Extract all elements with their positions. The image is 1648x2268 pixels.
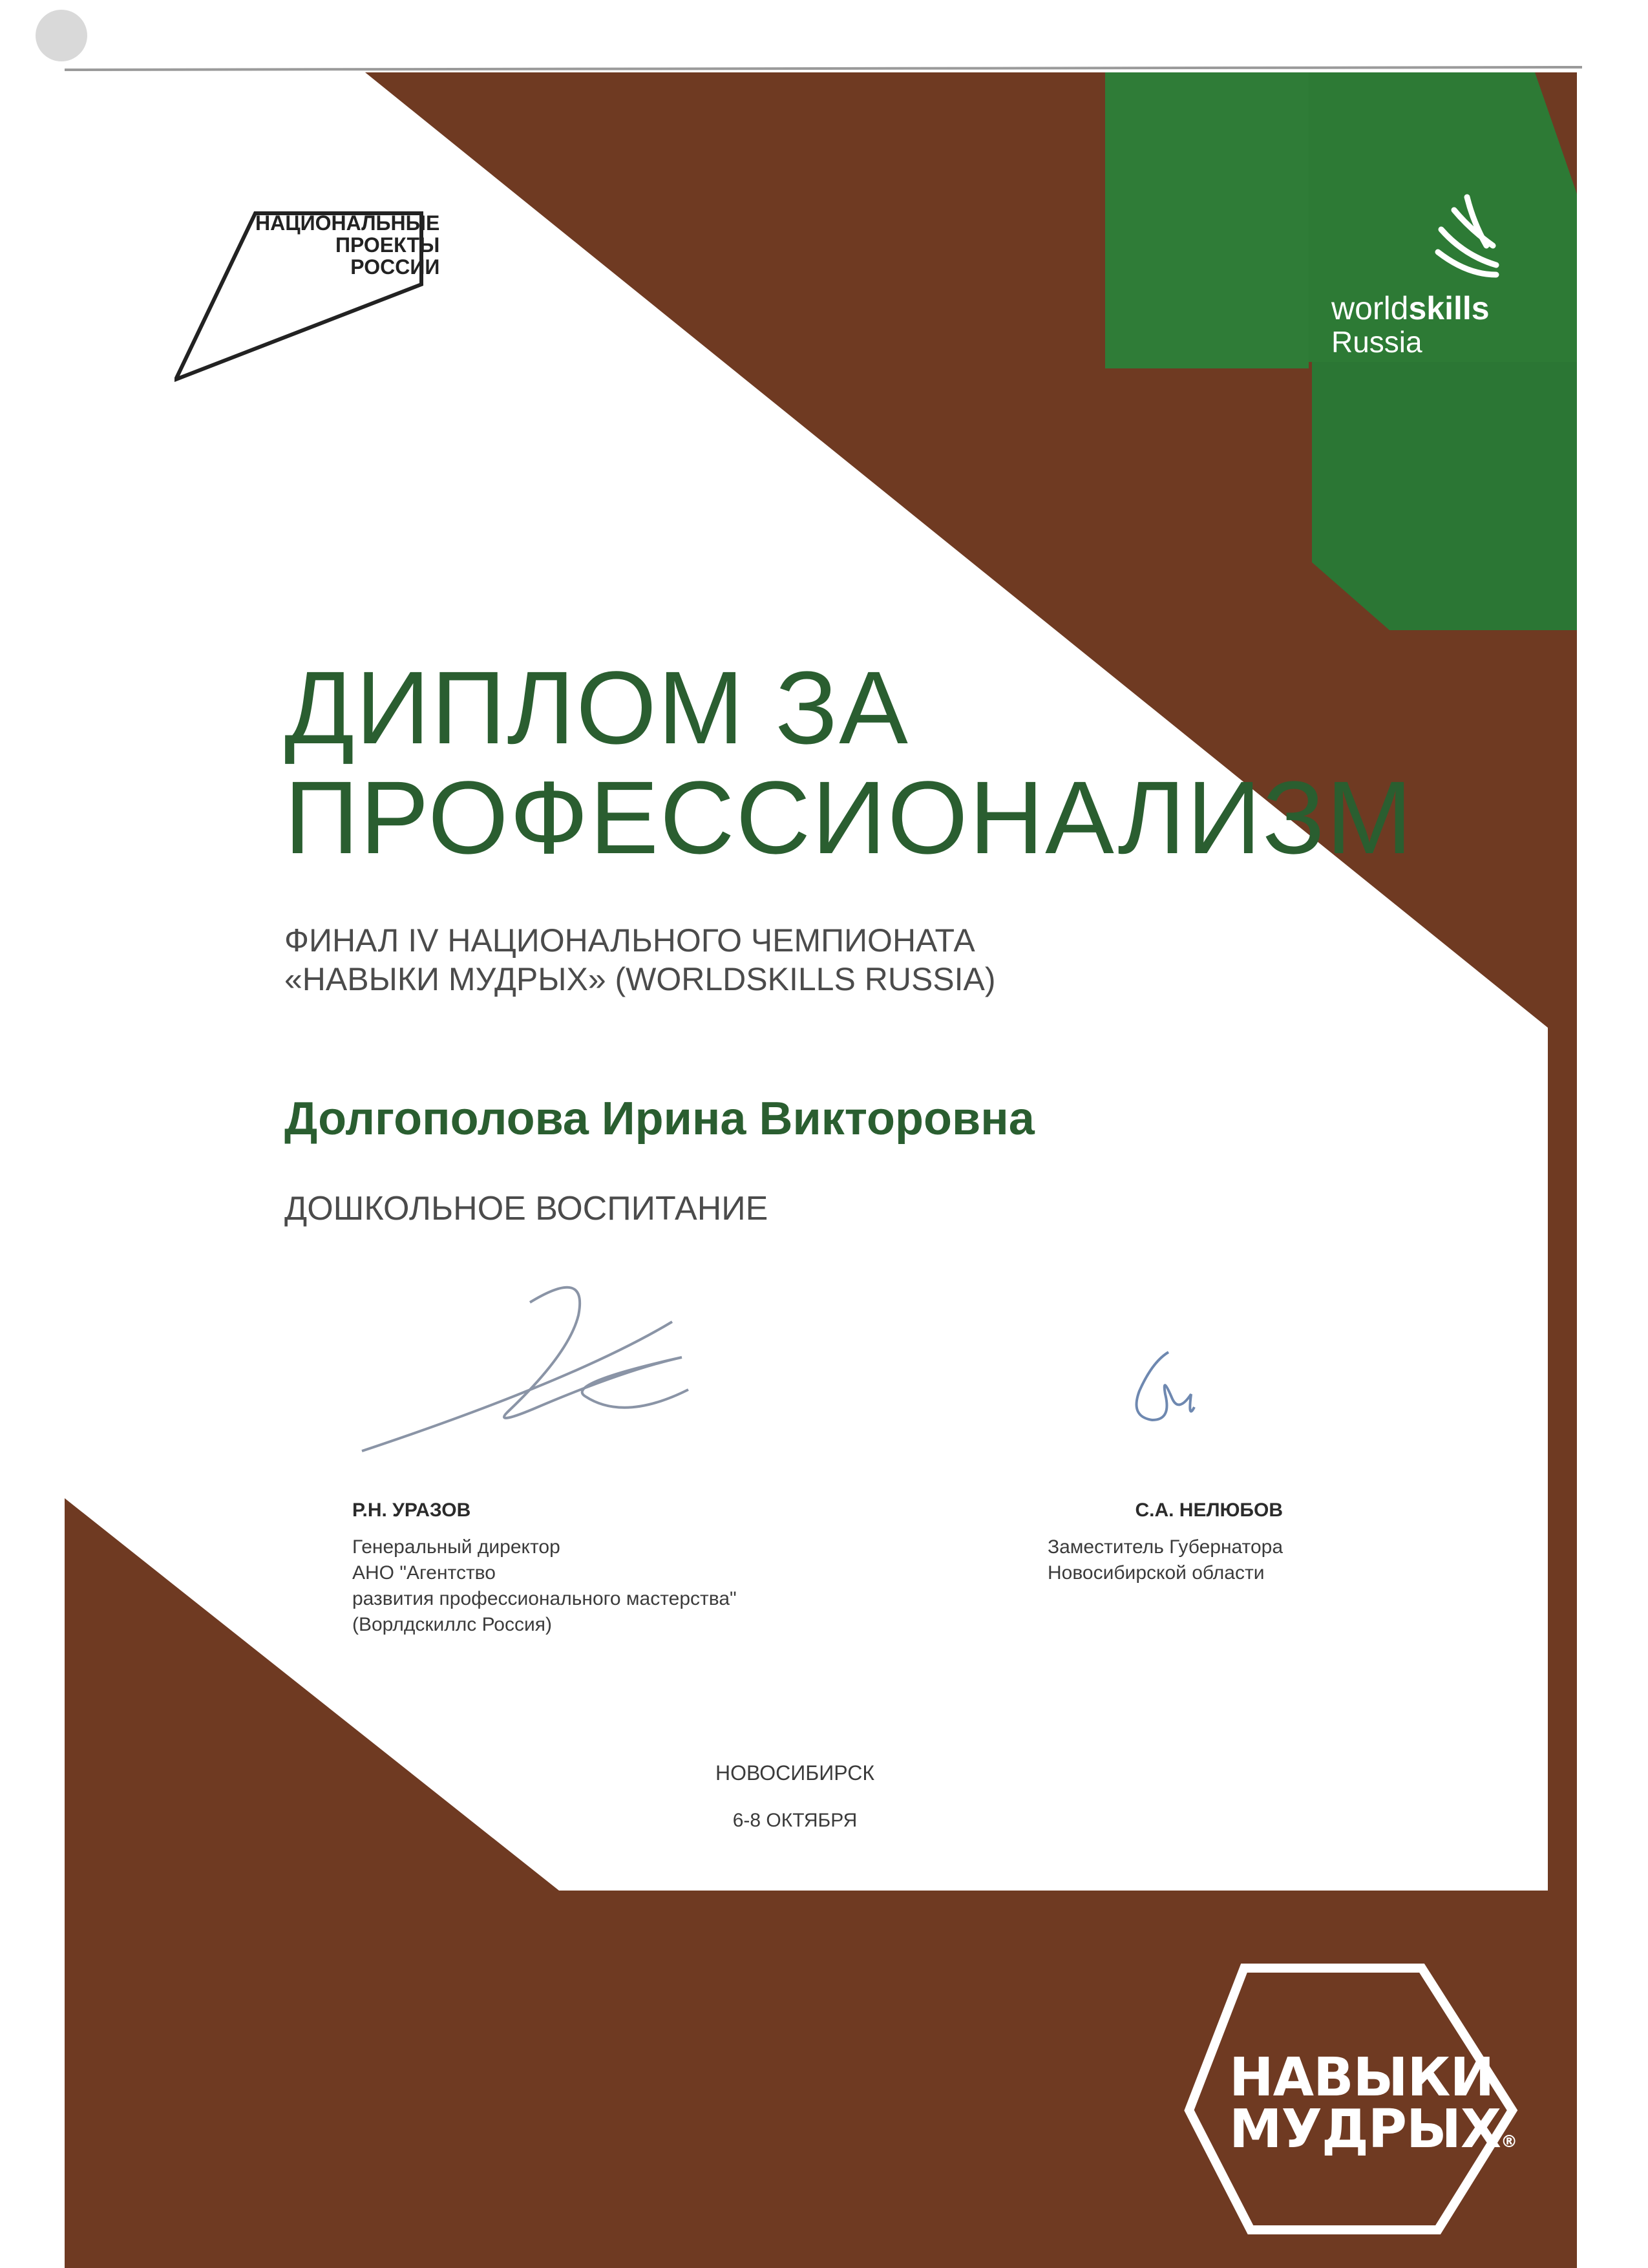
national-projects-line-1: НАЦИОНАЛЬНЫЕ [255,211,440,235]
national-projects-line-2: ПРОЕКТЫ [335,233,440,257]
green-square-small [1105,72,1309,368]
right-signatory-role-line-2: Новосибирской области [1047,1562,1265,1584]
left-signatory-role-line-1: Генеральный директор [352,1536,560,1558]
signature-right [1137,1352,1195,1420]
competency-name: ДОШКОЛЬНОЕ ВОСПИТАНИЕ [284,1190,768,1227]
national-projects-line-3: РОССИИ [350,255,440,279]
subtitle-line-2: «НАВЫКИ МУДРЫХ» (WORLDSKILLS RUSSIA) [284,961,996,997]
navyki-mudrykh-line-2: МУДРЫХ [1229,2099,1501,2160]
navyki-mudrykh-line-1: НАВЫКИ [1229,2047,1494,2108]
event-city: НОВОСИБИРСК [715,1761,874,1785]
worldskills-russia-text: Russia [1331,325,1422,359]
signature-left [362,1288,688,1451]
championship-subtitle [284,921,996,999]
subtitle-line-1: ФИНАЛ IV НАЦИОНАЛЬНОГО ЧЕМПИОНАТА [284,922,975,959]
diploma-title-line-1: ДИПЛОМ ЗА [284,650,909,765]
top-border-line [65,67,1582,70]
left-signatory-role-line-3: развития профессионального мастерства" [352,1588,737,1609]
green-square-bottom [1312,362,1577,630]
diploma-title-line-2: ПРОФЕССИОНАЛИЗМ [284,759,1414,875]
worldskills-logo [1331,291,1490,358]
recipient-name: Долгополова Ирина Викторовна [284,1093,1035,1145]
navyki-mudrykh-logo [1229,2047,1517,2168]
left-signatory [352,1500,737,1638]
national-projects-logo-text [255,212,439,278]
event-dates: 6-8 ОКТЯБРЯ [732,1810,858,1831]
worldskills-light-text: world [1331,290,1409,326]
right-signatory [1048,1500,1283,1586]
registered-mark: ® [1501,2132,1517,2152]
left-signatory-role-line-4: (Ворлдскиллс Россия) [352,1614,552,1635]
scan-speck [36,10,87,61]
right-signatory-name: С.А. НЕЛЮБОВ [1135,1500,1283,1521]
diploma-title [284,650,1414,875]
right-signatory-role-line-1: Заместитель Губернатора [1047,1536,1283,1558]
worldskills-bold-text: skills [1408,290,1490,326]
left-signatory-role-line-2: АНО "Агентство [352,1562,496,1584]
left-signatory-name: Р.Н. УРАЗОВ [352,1500,471,1521]
